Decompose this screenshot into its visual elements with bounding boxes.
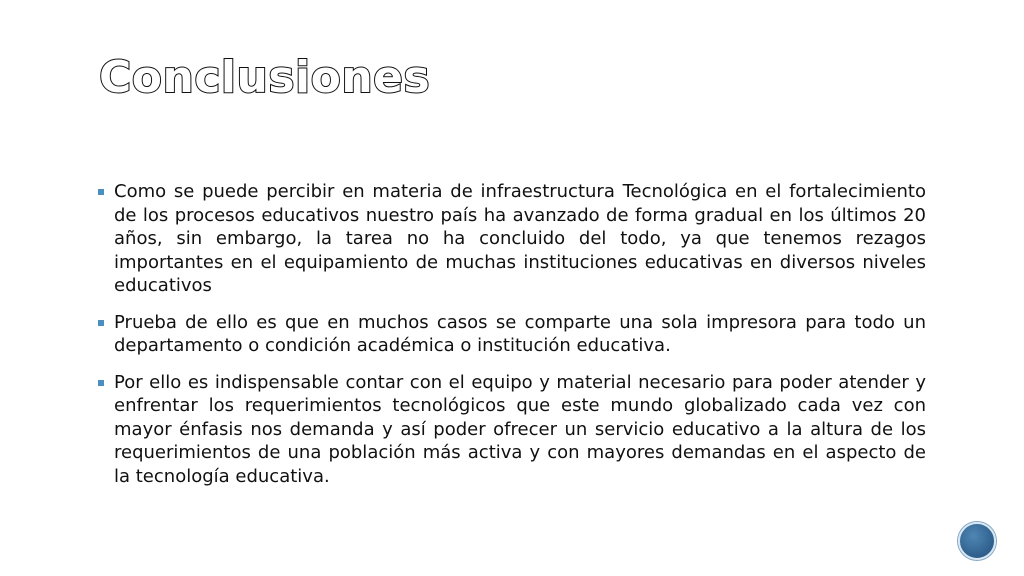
bullet-item (96, 371, 926, 489)
bullet-text: Por ello es indispensable contar con el equipo y material necesario para poder atender y enfrentar los requerimientos tecnológicos que este mundo globalizado cada vez con mayor énfasis nos demanda y así poder ofrecer un servicio educativo a la altura de los requerimientos de una población más activa y con mayores demandas en el aspecto de la tecnología educativa. (114, 371, 926, 487)
bullet-list (96, 180, 926, 501)
bullet-text: Como se puede percibir en materia de infraestructura Tecnológica en el fortalecimiento de los procesos educativos nuestro país ha avanzado de forma gradual en los últimos 20 años, sin embargo, la tarea no ha concluido del todo, ya que tenemos rezagos importantes en el equipamiento de muchas instituciones educativas en diversos niveles educativos (114, 181, 926, 296)
bullet-text: Prueba de ello es que en muchos casos se comparte una sola impresora para todo un departamento o condición académica o institución educativa. (114, 311, 926, 356)
slide-number-circle-icon (958, 522, 996, 560)
square-bullet-icon (98, 189, 104, 195)
square-bullet-icon (98, 380, 104, 386)
bullet-item (96, 180, 926, 298)
square-bullet-icon (98, 320, 104, 326)
bullet-item (96, 311, 926, 358)
slide-title: Conclusiones (99, 52, 431, 103)
